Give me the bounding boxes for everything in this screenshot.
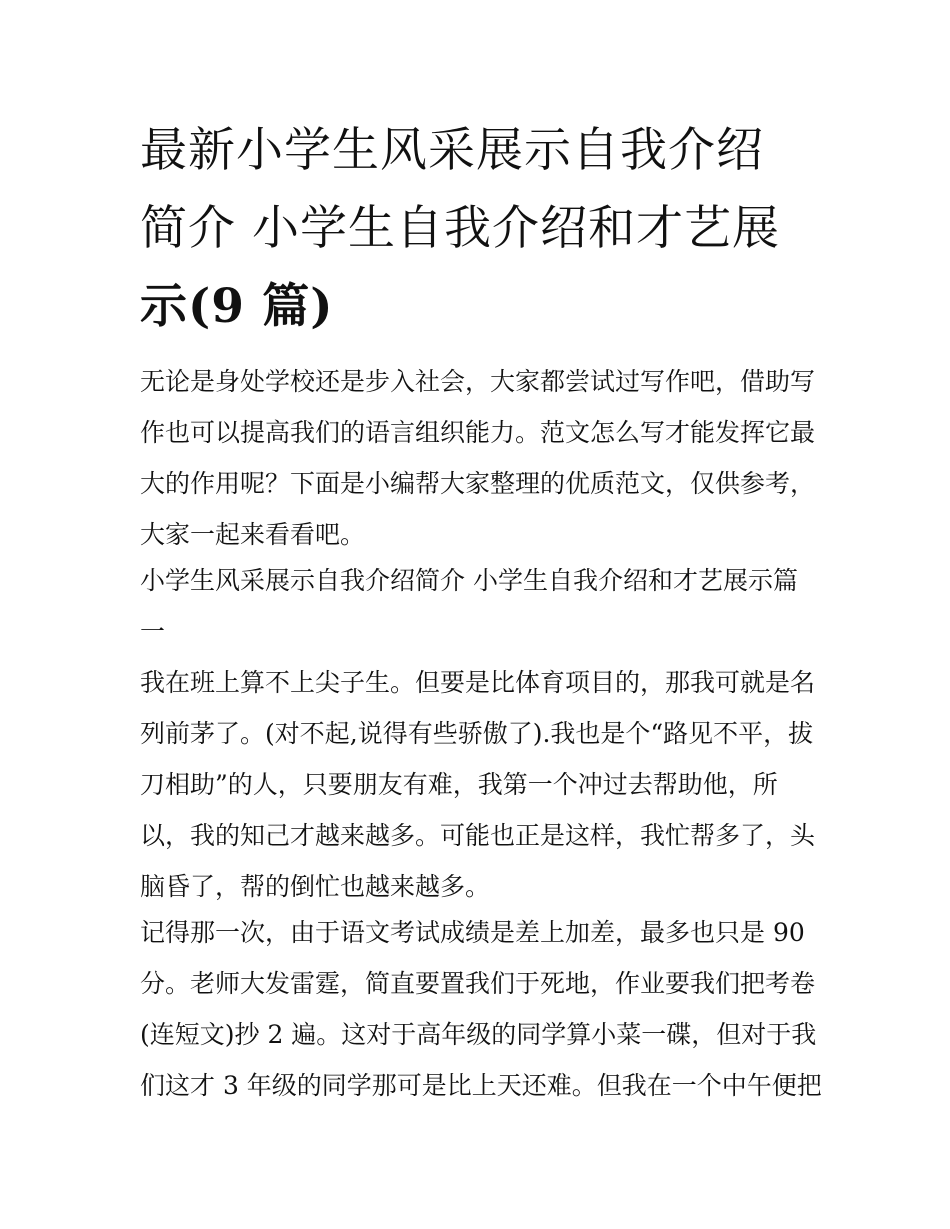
text-line: (连短文)抄 2 遍。这对于高年级的同学算小菜一碟，但对于我 <box>140 1020 817 1049</box>
text-line: 一 <box>140 617 166 646</box>
text-line: 无论是身处学校还是步入社会，大家都尝试过写作吧，借助写 <box>140 367 816 396</box>
paragraph-2 <box>140 907 820 1111</box>
title-line: 最新小学生风采展示自我介绍 <box>140 123 764 178</box>
title-line: 示(9 篇) <box>140 279 334 334</box>
text-line: 脑昏了，帮的倒忙也越来越多。 <box>140 872 491 901</box>
text-line: 分。老师大发雷霆，简直要置我们于死地，作业要我们把考卷 <box>140 969 816 998</box>
document-body <box>140 356 820 1111</box>
text-line: 我在班上算不上尖子生。但要是比体育项目的，那我可就是名 <box>140 668 816 697</box>
title-line: 简介 小学生自我介绍和才艺展 <box>140 201 780 256</box>
text-line: 大的作用呢？下面是小编帮大家整理的优质范文，仅供参考， <box>140 469 816 498</box>
text-line: 们这才 3 年级的同学那可是比上天还难。但我在一个中午便把 <box>140 1071 822 1100</box>
text-line: 大家一起来看看吧。 <box>140 520 366 549</box>
text-line: 刀相助”的人，只要朋友有难，我第一个冲过去帮助他，所 <box>140 770 778 799</box>
document-title <box>140 112 820 346</box>
section-heading <box>140 555 820 657</box>
text-line: 作也可以提高我们的语言组织能力。范文怎么写才能发挥它最 <box>140 418 816 447</box>
text-line: 小学生风采展示自我介绍简介 小学生自我介绍和才艺展示篇 <box>140 566 798 595</box>
intro-paragraph <box>140 356 820 555</box>
text-line: 记得那一次，由于语文考试成绩是差上加差，最多也只是 90 <box>140 918 805 947</box>
paragraph-1 <box>140 657 820 907</box>
text-line: 列前茅了。(对不起,说得有些骄傲了).我也是个“路见不平，拔 <box>140 719 814 748</box>
text-line: 以，我的知己才越来越多。可能也正是这样，我忙帮多了，头 <box>140 821 816 850</box>
